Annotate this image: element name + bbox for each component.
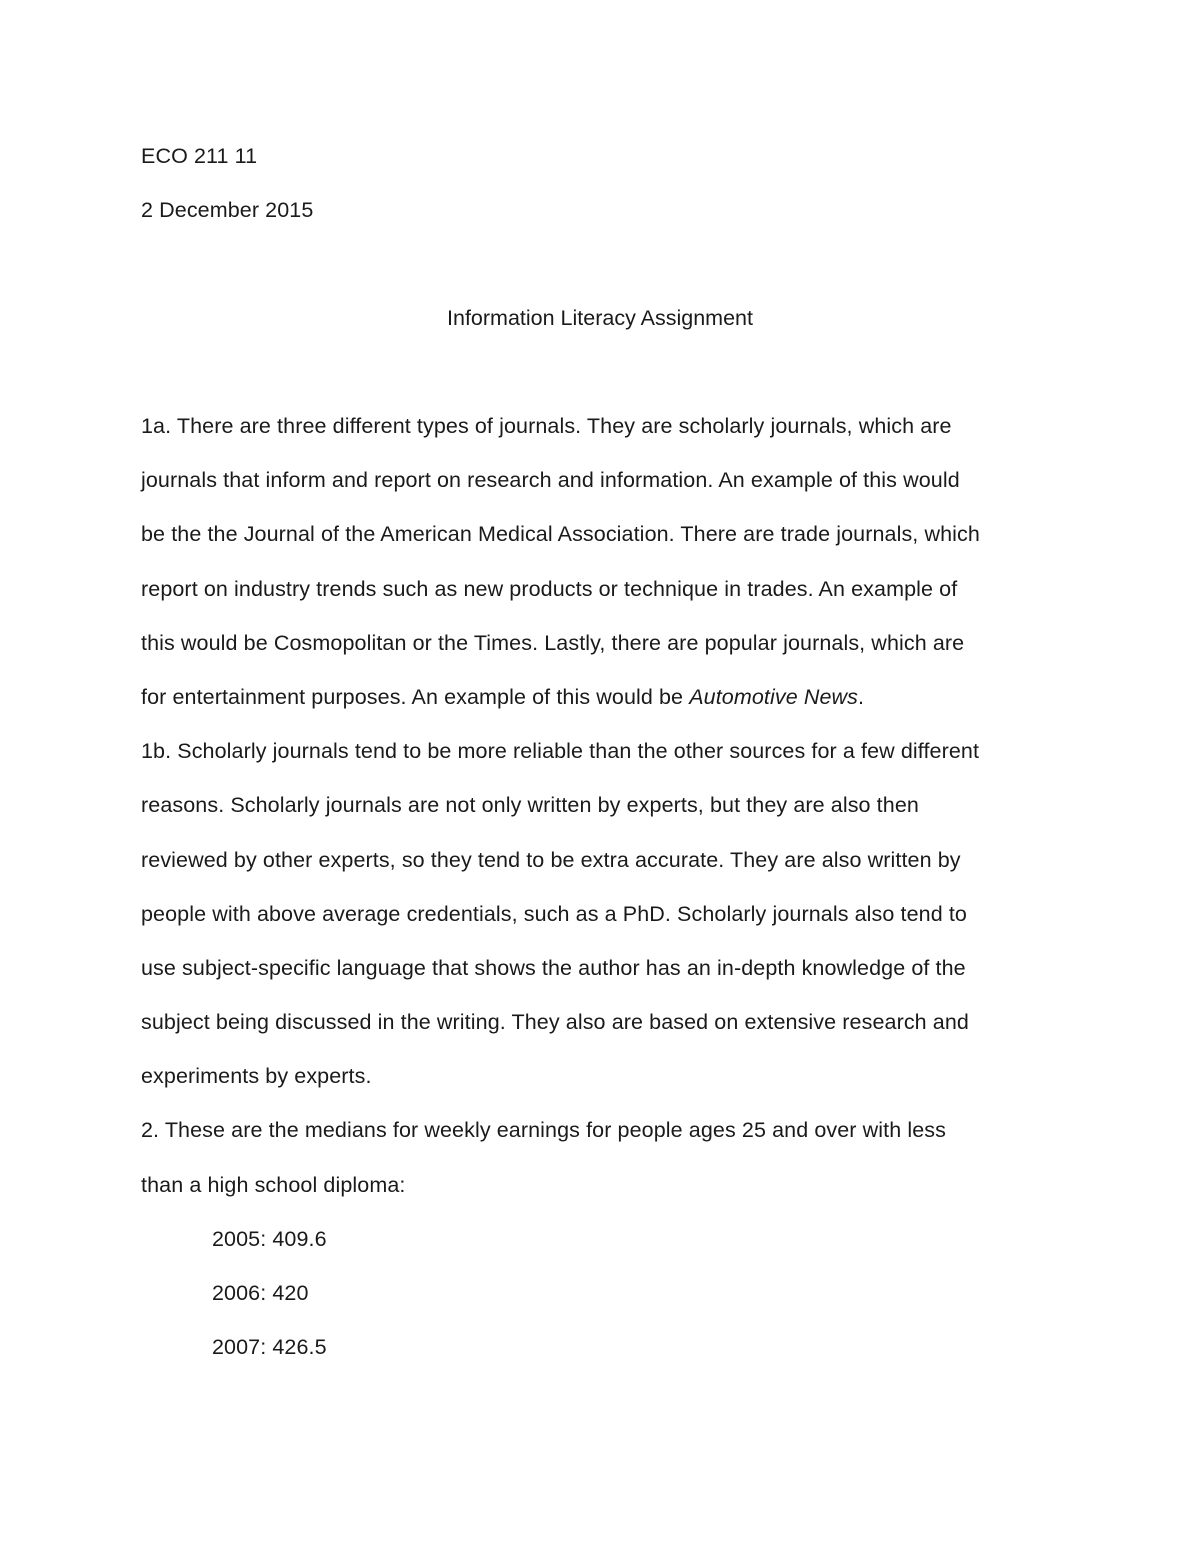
paragraph-1a-period: . <box>858 684 865 709</box>
paragraph-1b-line: reasons. Scholarly journals are not only written by experts, but they are also then <box>141 793 919 818</box>
paragraph-2-line: 2. These are the medians for weekly earnings for people ages 25 and over with less <box>141 1118 946 1143</box>
paragraph-1a-line: this would be Cosmopolitan or the Times. Lastly, there are popular journals, which are <box>141 630 965 655</box>
earnings-data-line: 2006: 420 <box>212 1281 309 1305</box>
paragraph-1a-line: journals that inform and report on research and information. An example of this would <box>141 468 960 493</box>
paragraph-1b-line: experiments by experts. <box>141 1064 372 1089</box>
paragraph-1b-line: people with above average credentials, such as a PhD. Scholarly journals also tend to <box>141 901 967 926</box>
publication-title: Automotive News <box>689 684 858 709</box>
document-title: Information Literacy Assignment <box>447 306 753 330</box>
document-date: 2 December 2015 <box>141 198 314 223</box>
paragraph-1a-line: report on industry trends such as new products or technique in trades. An example of <box>141 576 958 601</box>
paragraph-1a-last-line <box>141 670 1061 724</box>
paragraph-1b-line: subject being discussed in the writing. They also are based on extensive research and <box>141 1010 969 1035</box>
paragraph-1b-line: reviewed by other experts, so they tend to be extra accurate. They are also written by <box>141 847 961 872</box>
paragraph-1a-line: 1a. There are three different types of journals. They are scholarly journals, which are <box>141 414 952 438</box>
paragraph-1b-line: use subject-specific language that shows the author has an in-depth knowledge of the <box>141 955 966 980</box>
document-body <box>141 399 1061 1374</box>
paragraph-2-line: than a high school diploma: <box>141 1172 406 1197</box>
paragraph-1a-line: be the the Journal of the American Medical Association. There are trade journals, which <box>141 522 980 547</box>
paragraph-1b-line: 1b. Scholarly journals tend to be more reliable than the other sources for a few different <box>141 739 980 764</box>
paragraph-1a-last-text: for entertainment purposes. An example of this would be <box>141 684 690 709</box>
earnings-data-line: 2007: 426.5 <box>212 1335 327 1360</box>
document-header <box>141 129 1061 237</box>
earnings-data-line: 2005: 409.6 <box>212 1226 327 1251</box>
course-code: ECO 211 11 <box>141 144 258 168</box>
